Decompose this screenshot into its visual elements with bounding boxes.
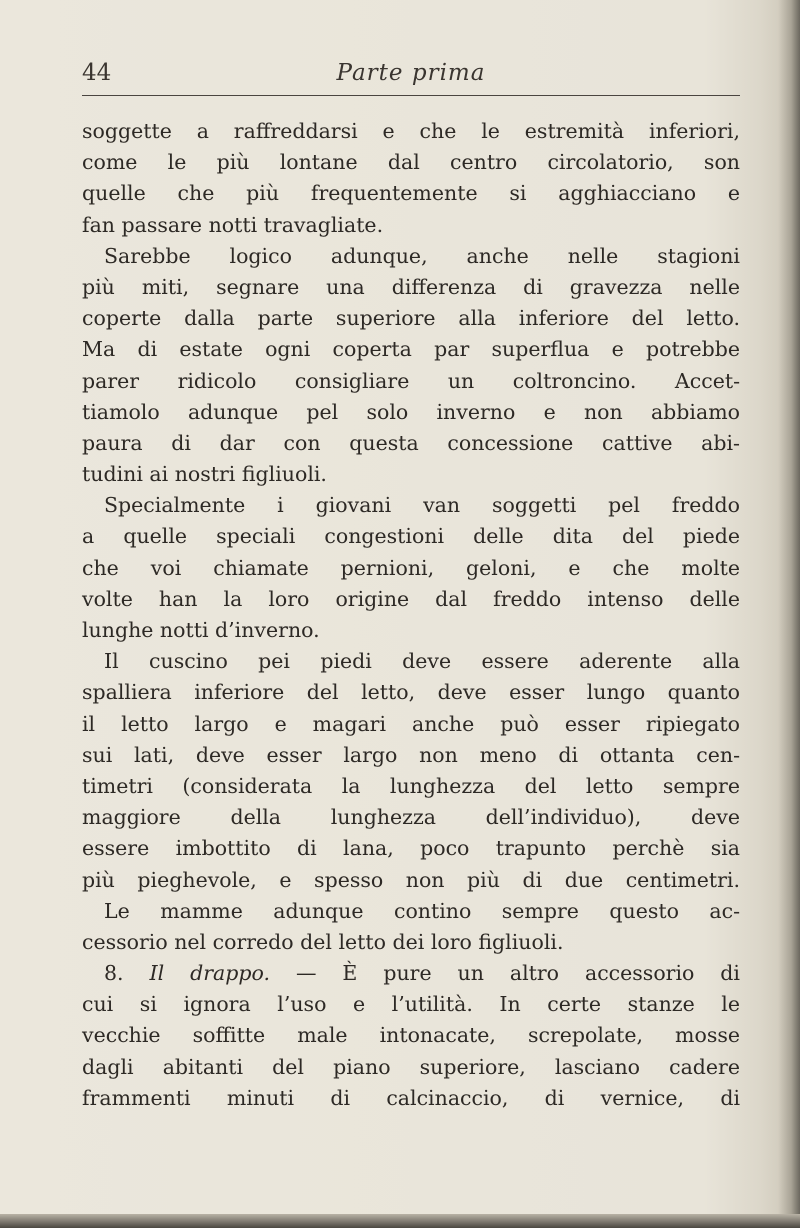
text-line: Specialmente i giovani van soggetti pel freddo xyxy=(104,493,740,518)
text-line: volte han la loro origine dal freddo intenso delle xyxy=(82,586,740,611)
text-line: timetri (considerata la lunghezza del letto sempre xyxy=(82,773,740,798)
text-line: tudini ai nostri figliuoli. xyxy=(82,462,327,487)
text-line: più miti, segnare una differenza di gravezza nelle xyxy=(82,274,740,299)
text-line: Sarebbe logico adunque, anche nelle stagioni xyxy=(104,243,740,268)
text-line: cui si ignora l’uso e l’utilità. In certe stanze le xyxy=(82,992,740,1017)
text-line: il letto largo e magari anche può esser ripiegato xyxy=(82,711,740,736)
text-line: vecchie soffitte male intonacate, screpolate, mosse xyxy=(82,1023,740,1048)
section-title: Il drappo. xyxy=(149,961,271,986)
text-line: a quelle speciali congestioni delle dita del piede xyxy=(82,524,740,549)
text-line: quelle che più frequentemente si agghiacciano e xyxy=(82,181,740,206)
section-heading-line xyxy=(82,958,740,989)
section-first-line: — È pure un altro accessorio di xyxy=(295,961,740,986)
text-line: parer ridicolo consigliare un coltroncino. Accet- xyxy=(82,368,740,393)
text-line: soggette a raffreddarsi e che le estremità inferiori, xyxy=(82,119,740,143)
text-line: che voi chiamate pernioni, geloni, e che molte xyxy=(82,555,740,580)
text-line: come le più lontane dal centro circolatorio, son xyxy=(82,150,740,175)
text-line: lunghe notti d’inverno. xyxy=(82,618,320,642)
text-line: frammenti minuti di calcinaccio, di vernice, di xyxy=(82,1085,740,1110)
text-line: dagli abitanti del piano superiore, lasciano cadere xyxy=(82,1054,740,1079)
text-line: maggiore della lunghezza dell’individuo), deve xyxy=(82,805,740,830)
text-line: sui lati, deve esser largo non meno di ottanta cen- xyxy=(82,742,740,767)
text-line: spalliera inferiore del letto, deve esser lungo quanto xyxy=(82,680,740,705)
text-line: tiamolo adunque pel solo inverno e non abbiamo xyxy=(82,399,740,424)
header-rule xyxy=(82,95,740,96)
section-number: 8. xyxy=(104,961,124,986)
page-header xyxy=(82,58,740,92)
text-line: più pieghevole, e spesso non più di due centimetri. xyxy=(82,867,740,892)
page-edge-shadow xyxy=(778,0,800,1228)
text-line: Ma di estate ogni coperta par superflua e potrebbe xyxy=(82,337,740,362)
text-line: cessorio nel corredo del letto dei loro figliuoli. xyxy=(82,929,564,954)
text-line: fan passare notti travagliate. xyxy=(82,212,384,237)
text-line: essere imbottito di lana, poco trapunto perchè sia xyxy=(82,836,740,861)
page-bottom-edge xyxy=(0,1214,800,1228)
text-line: Le mamme adunque contino sempre questo ac- xyxy=(104,898,740,923)
text-line: paura di dar con questa concessione cattive abi- xyxy=(82,430,740,455)
body-text xyxy=(82,116,740,1114)
running-title: Parte prima xyxy=(336,60,486,86)
page-number: 44 xyxy=(82,60,112,86)
text-line: coperte dalla parte superiore alla inferiore del letto. xyxy=(82,306,740,331)
text-line: Il cuscino pei piedi deve essere aderente alla xyxy=(104,649,740,674)
